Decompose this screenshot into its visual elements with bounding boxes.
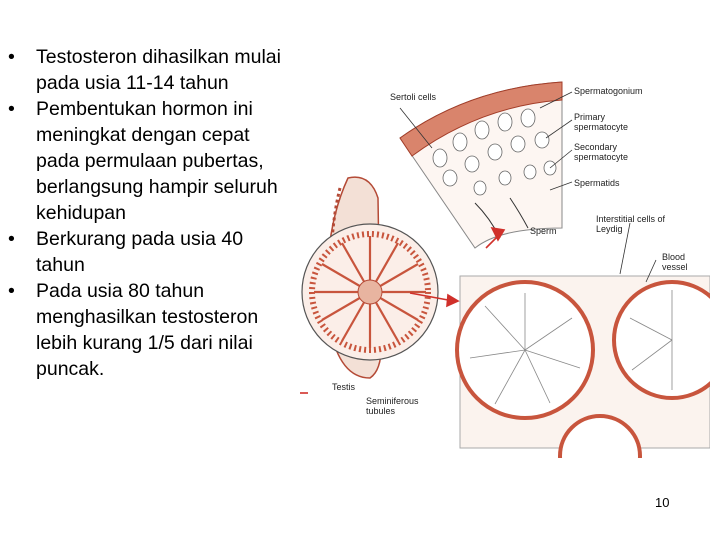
bullet-text: Pada usia 80 tahun menghasilkan testosteron lebih kurang 1/5 dari nilai puncak.: [36, 280, 259, 380]
bullet-item: [6, 278, 296, 382]
tubules-cross-section: [457, 276, 710, 458]
label-spermatids: Spermatids: [574, 178, 620, 188]
tubule-wall-detail: [400, 82, 562, 248]
bullet-dot: •: [8, 46, 15, 68]
bullet-text: Testosteron dihasilkan mulai pada usia 11-14 tahun: [36, 46, 281, 94]
label-sperm: Sperm: [530, 226, 557, 236]
label-seminiferous-tubules: Seminiferous tubules: [366, 396, 419, 416]
bullet-list: [6, 44, 296, 382]
bullet-item: [6, 226, 296, 278]
bullet-text: Pembentukan hormon ini meningkat dengan cepat pada permulaan pubertas, berlangsung hampir seluruh kehidupan: [36, 98, 278, 224]
testis-illustration: [300, 78, 710, 458]
bullet-item: [6, 96, 296, 226]
label-blood-vessel: Blood vessel: [662, 252, 688, 272]
label-spermatogonium: Spermatogonium: [574, 86, 643, 96]
label-primary-spermatocyte: Primary spermatocyte: [574, 112, 629, 132]
page-number: 10: [655, 495, 670, 510]
bullet-dot: •: [8, 280, 15, 302]
label-sertoli-cells: Sertoli cells: [390, 92, 437, 102]
label-secondary-spermatocyte: Secondary spermatocyte: [574, 142, 629, 162]
bullet-dot: •: [8, 98, 15, 120]
testis-illustration-svg: [300, 78, 710, 458]
bullet-item: [6, 44, 296, 96]
testis-drawing: [302, 177, 438, 378]
label-interstitial-cells: Interstitial cells of Leydig: [596, 214, 666, 234]
bullet-dot: •: [8, 228, 15, 250]
label-testis: Testis: [332, 382, 356, 392]
bullet-text: Berkurang pada usia 40 tahun: [36, 228, 244, 276]
